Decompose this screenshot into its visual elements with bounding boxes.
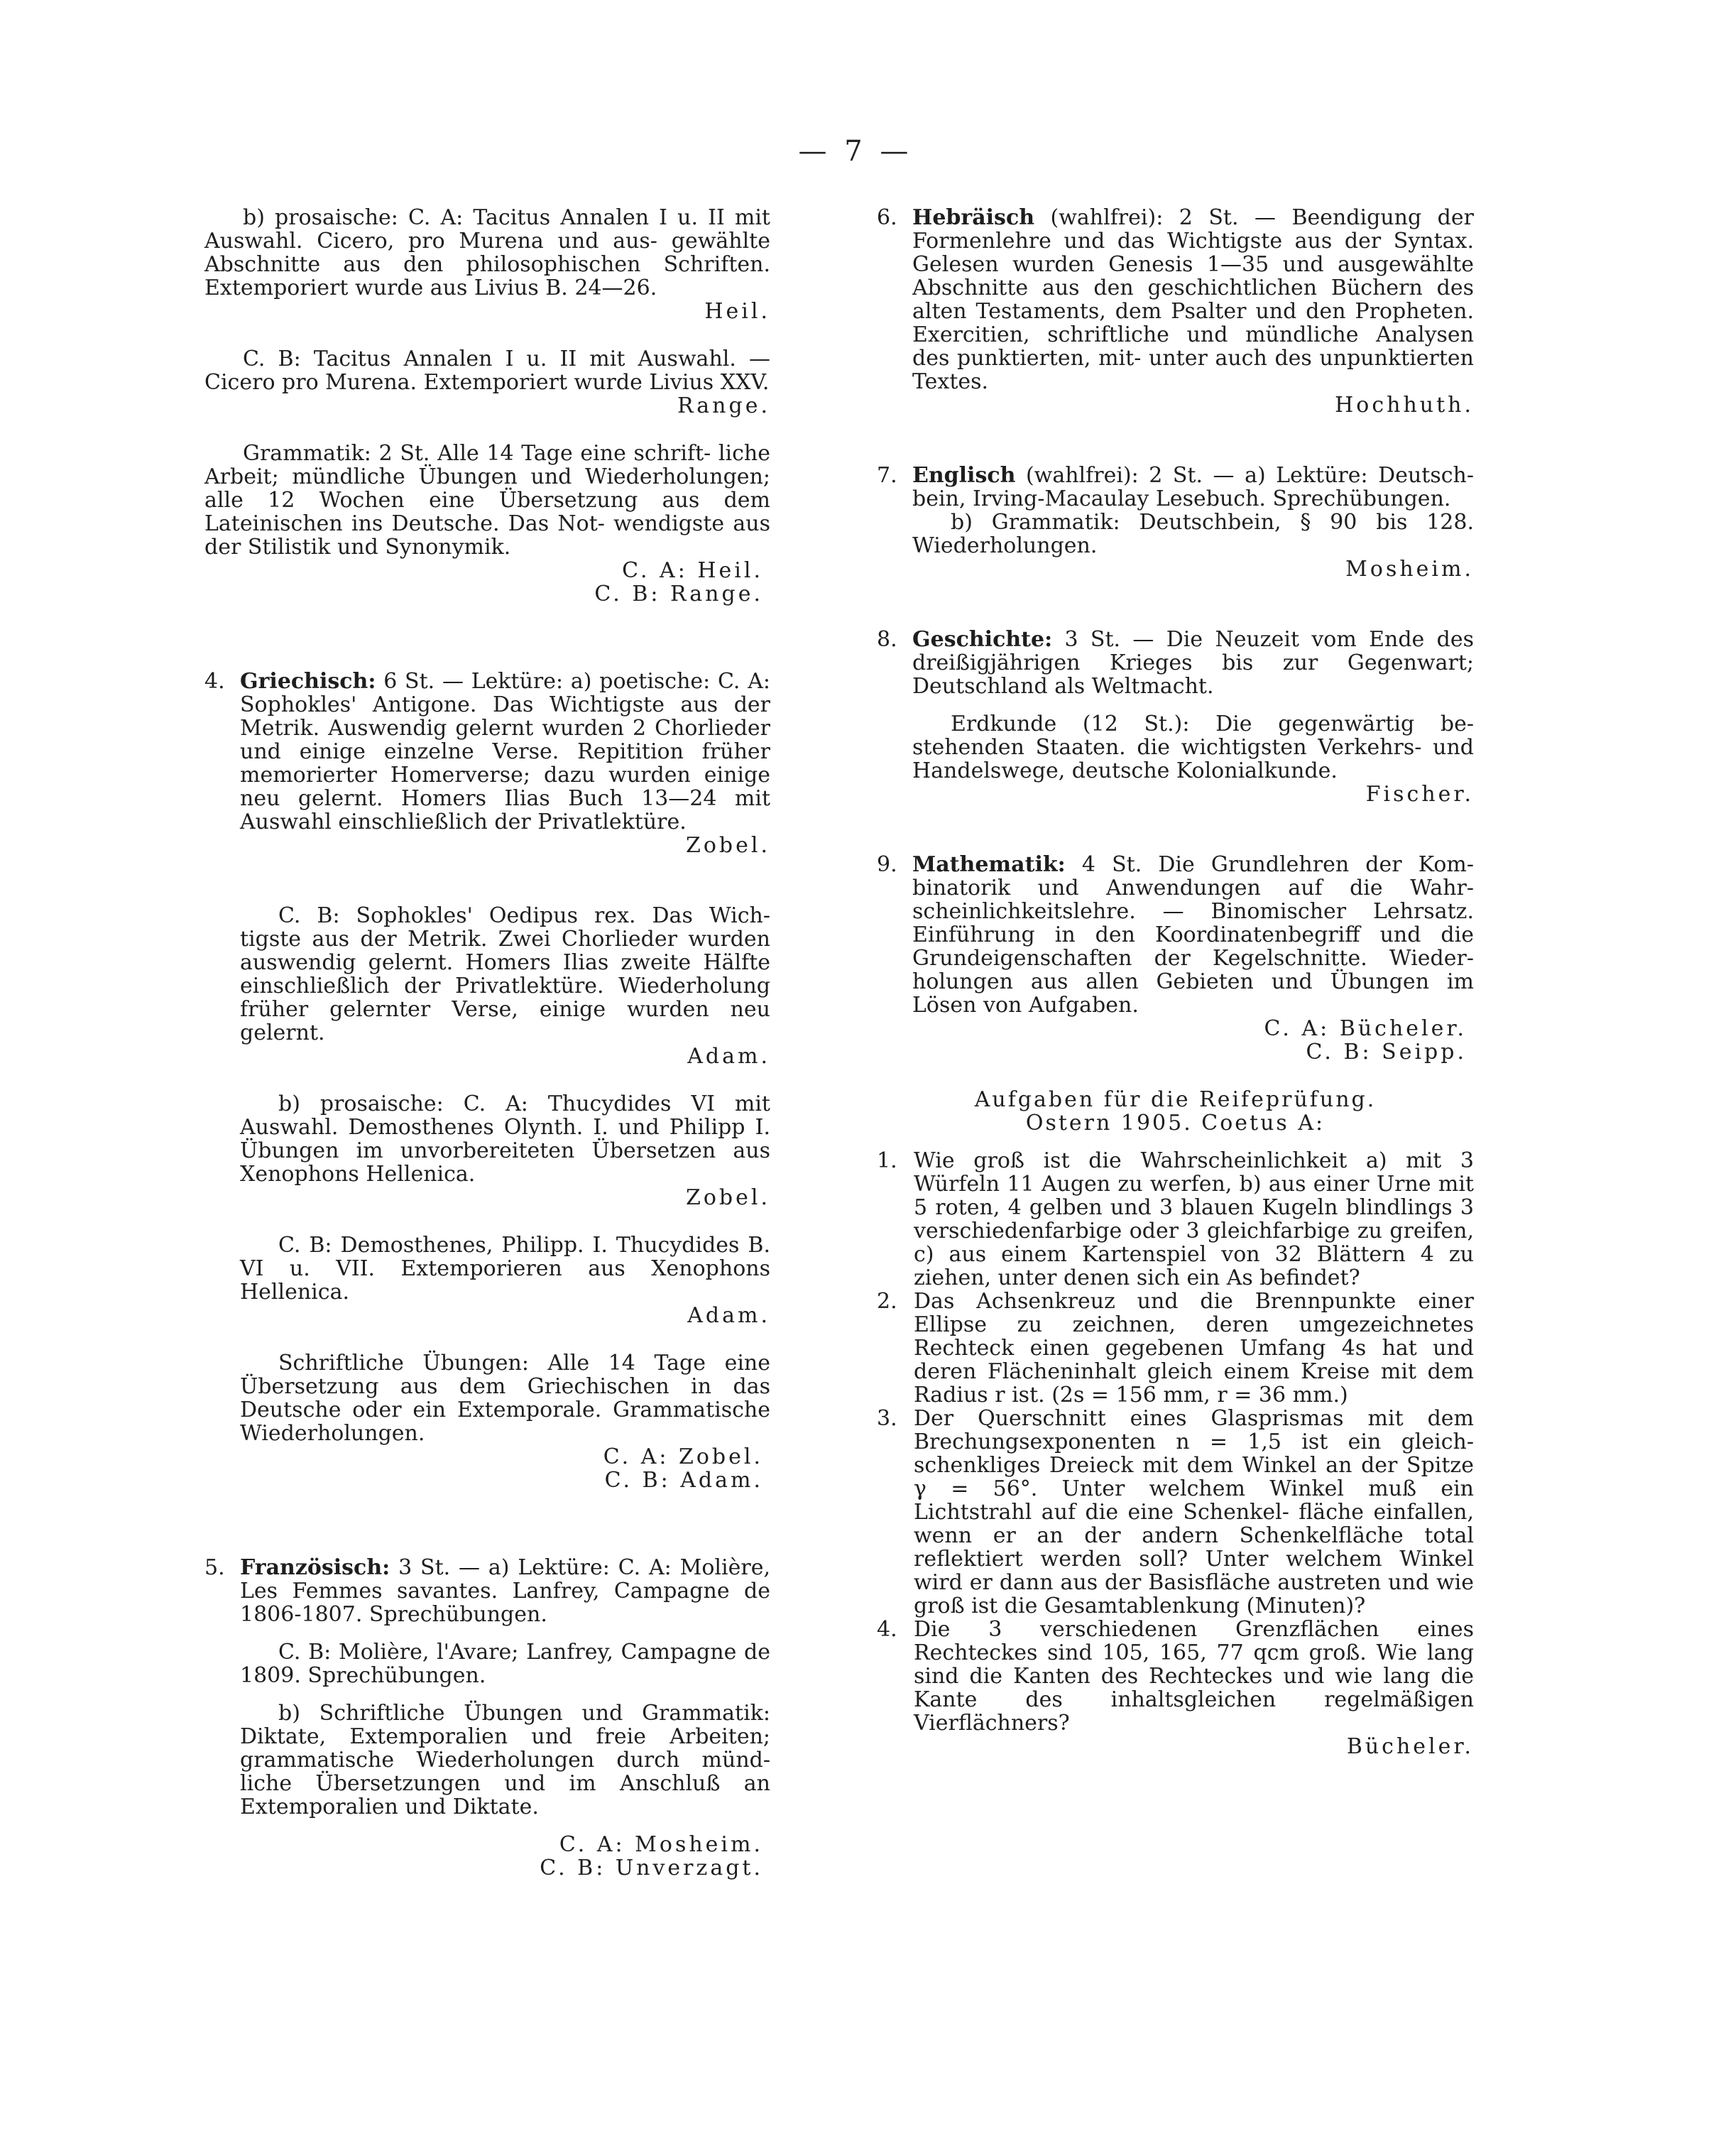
signature: C. B: Adam. [604, 1468, 763, 1493]
section-text: 3 St. — Die Neuzeit vom Ende des dreißigjährigen Krieges bis zur Gegenwart; Deutschland als Weltmacht. [912, 627, 1474, 699]
section-french [204, 1556, 770, 1626]
signature: Mosheim. [1345, 557, 1474, 582]
section-text: 6 St. — Lektüre: a) poetische: C. A: Sophokles' Antigone. Das Wichtigste aus der Metrik. Auswendig gelernt wurden 2 Chorlieder und einige einzelne Verse. Repitition früher memorierter Homerverse; dazu wurden einige neu gelernt. Homers Ilias Buch 13—24 mit Auswahl einschließlich der Privatlektüre. [240, 669, 770, 834]
section-text: 3 St. — a) Lektüre: C. A: Molière, Les Femmes savantes. Lanfrey, Campagne de 1806-1807. Sprechübungen. [240, 1555, 770, 1627]
exam-task [877, 1618, 1474, 1735]
section-mathematics [877, 853, 1474, 1017]
greek-b-poet: C. B: Sophokles' Oedipus rex. Das Wich- tigste aus der Metrik. Zwei Chorlieder wurden auswendig gelernt. Homers Ilias zweite Hälfte einschließlich der Privatlektüre. Wiederholung früher gelernter Verse, einige wurden neu gelernt. [240, 903, 770, 1045]
section-heading: Hebräisch [912, 205, 1035, 230]
signature: Hochhuth. [1335, 393, 1474, 418]
section-heading: Griechisch: [240, 669, 376, 694]
task-text: Der Querschnitt eines Glasprismas mit dem Brechungsexponenten n = 1,5 ist ein gleich- schenkliges Dreieck mit dem Winkel an der Spitze γ = 56°. Unter welchem Winkel muß ein Lichtstrahl auf die eine Schenkel- fläche einfallen, wenn er an der andern Schenkelfläche total reflektiert werden soll? Unter welchem Winkel wird er dann aus der Basisfläche austreten und wie groß ist die Gesamtablenkung (Minuten)? [914, 1406, 1474, 1618]
section-number: 4. [204, 669, 225, 694]
task-text: Wie groß ist die Wahrscheinlichkeit a) mit 3 Würfeln 11 Augen zu werfen, b) aus einer Urne mit 5 roten, 4 gelben und 3 blauen Kugeln blindlings 3 verschiedenfarbige oder 3 gleichfarbige zu greifen, c) aus einem Kartenspiel von 32 Blättern 4 zu ziehen, unter denen sich ein As befindet? [914, 1148, 1474, 1290]
english-grammatik: b) Grammatik: Deutschbein, § 90 bis 128. Wiederholungen. [912, 510, 1474, 558]
page-number: — 7 — [798, 135, 913, 168]
section-number: 9. [877, 852, 897, 877]
section-hebrew [877, 206, 1474, 393]
signature: Adam. [687, 1303, 770, 1328]
section-heading: Geschichte: [912, 627, 1053, 652]
signature: Fischer. [1365, 782, 1474, 807]
exam-title: Aufgaben für die Reifeprüfung. [974, 1087, 1377, 1112]
task-text: Das Achsenkreuz und die Brennpunkte einer Ellipse zu zeichnen, deren umgezeichnetes Rechteck einen gegebenen Umfang 4s hat und deren Flächeninhalt gleich einem Kreise mit dem Radius r ist. (2s = 156 mm, r = 36 mm.) [914, 1289, 1474, 1408]
signature: C. B: Range. [594, 582, 763, 606]
greek-schriftliche: Schriftliche Übungen: Alle 14 Tage eine Übersetzung aus dem Griechischen in das Deutsche oder ein Extemporale. Grammatische Wiederholungen. [240, 1351, 770, 1446]
latin-prosa-a: b) prosaische: C. A: Tacitus Annalen I u. II mit Auswahl. Cicero, pro Murena und aus- gewählte Abschnitte aus den philosophischen Schriften. Extemporiert wurde aus Livius B. 24—26. [204, 205, 770, 300]
task-number: 3. [877, 1406, 897, 1431]
exam-task [877, 1149, 1474, 1290]
signature: Range. [677, 393, 770, 418]
signature: Zobel. [686, 833, 770, 858]
section-heading: Englisch [912, 463, 1016, 488]
french-schriftliche: b) Schriftliche Übungen und Grammatik: Diktate, Extemporalien und freie Arbeiten; grammatische Wiederholungen durch münd- liche Übersetzungen und im Anschluß an Extemporalien und Diktate. [240, 1701, 770, 1819]
exam-task [877, 1407, 1474, 1618]
section-text: (wahlfrei): 2 St. — a) Lektüre: Deutsch- bein, Irving-Macaulay Lesebuch. Sprechübungen. [912, 463, 1474, 511]
left-column [204, 206, 770, 1880]
task-number: 1. [877, 1148, 897, 1173]
signature: C. A: Zobel. [603, 1444, 763, 1469]
task-number: 2. [877, 1289, 897, 1314]
greek-prosa-b: C. B: Demosthenes, Philipp. I. Thucydides B. VI u. VII. Extemporieren aus Xenophons Hellenica. [240, 1233, 770, 1305]
french-b: C. B: Molière, l'Avare; Lanfrey, Campagne de 1809. Sprechübungen. [240, 1640, 770, 1688]
section-number: 7. [877, 463, 897, 488]
signature: C. A: Bücheler. [1264, 1016, 1467, 1041]
exam-task [877, 1290, 1474, 1407]
right-column [877, 206, 1474, 1758]
signature: Zobel. [686, 1185, 770, 1210]
signature: C. B: Seipp. [1306, 1040, 1467, 1065]
section-english [877, 464, 1474, 511]
section-text: 4 St. Die Grundlehren der Kom- binatorik und Anwendungen auf die Wahr- scheinlichkeitslehre. — Binomischer Lehrsatz. Einführung in den Koordinatenbegriff und die Grundeigenschaften der Kegelschnitte. Wieder- holungen aus allen Gebieten und Übungen im Lösen von Aufgaben. [912, 852, 1474, 1018]
signature: Bücheler. [1346, 1734, 1474, 1759]
geography: Erdkunde (12 St.): Die gegenwärtig be- stehenden Staaten. die wichtigsten Verkehrs- und Handelswege, deutsche Kolonialkunde. [912, 712, 1474, 783]
section-number: 5. [204, 1555, 225, 1580]
section-number: 6. [877, 205, 897, 230]
task-text: Die 3 verschiedenen Grenzflächen eines Rechteckes sind 105, 165, 77 qcm groß. Wie lang sind die Kanten des Rechteckes und wie lang die Kante des inhaltsgleichen regelmäßigen Vierflächners? [914, 1617, 1474, 1736]
section-number: 8. [877, 627, 897, 652]
section-greek [204, 670, 770, 834]
signature: C. B: Unverzagt. [540, 1856, 763, 1880]
latin-grammatik: Grammatik: 2 St. Alle 14 Tage eine schrift- liche Arbeit; mündliche Übungen und Wiederholungen; alle 12 Wochen eine Übersetzung aus dem Lateinischen ins Deutsche. Das Not- wendigste aus der Stilistik und Synonymik. [204, 441, 770, 560]
section-text: (wahlfrei): 2 St. — Beendigung der Formenlehre und das Wichtigste aus der Syntax. Gelesen wurden Genesis 1—35 und ausgewählte Abschnitte aus den geschichtlichen Büchern des alten Testaments, dem Psalter und den Propheten. Exercitien, schriftliche und mündliche Analysen des punktierten, mit- unter auch des unpunktierten Textes. [912, 205, 1474, 394]
signature: Adam. [687, 1044, 770, 1069]
signature: C. A: Heil. [622, 558, 763, 583]
task-number: 4. [877, 1617, 897, 1642]
latin-prosa-b: C. B: Tacitus Annalen I u. II mit Auswahl. — Cicero pro Murena. Extemporiert wurde Livius XXV. [204, 347, 770, 395]
greek-prosa-a: b) prosaische: C. A: Thucydides VI mit Auswahl. Demosthenes Olynth. I. und Philipp I. Übungen im unvorbereiteten Übersetzen aus Xenophons Hellenica. [240, 1091, 770, 1187]
exam-subtitle: Ostern 1905. Coetus A: [1025, 1111, 1325, 1136]
section-heading: Mathematik: [912, 852, 1066, 877]
signature: Heil. [704, 299, 770, 324]
section-history [877, 628, 1474, 698]
signature: C. A: Mosheim. [559, 1832, 763, 1857]
section-heading: Französisch: [240, 1555, 390, 1580]
